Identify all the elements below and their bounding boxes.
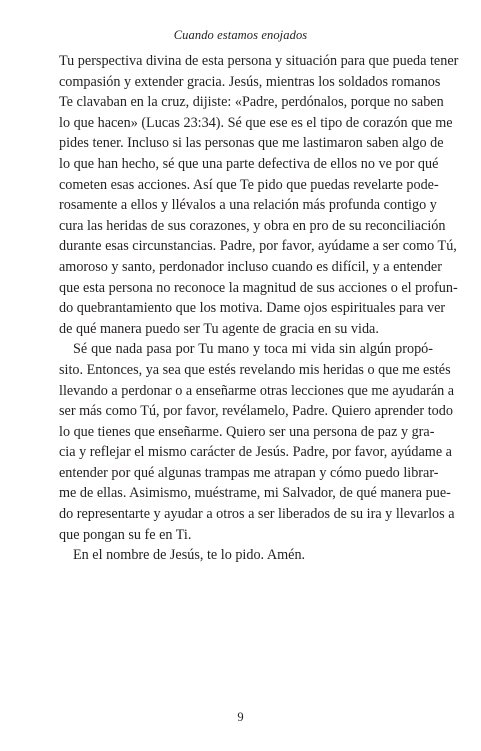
text-line: lo que tienes que enseñarme. Quiero ser una persona de paz y gra- [59, 423, 435, 440]
text-line: me de ellas. Asimismo, muéstrame, mi Salvador, de qué manera pue- [59, 485, 451, 502]
text-line: que esta persona no reconoce la magnitud de sus acciones o el profun- [59, 279, 458, 296]
text-line: rosamente a ellos y llévalos a una relación más profunda contigo y [59, 197, 437, 214]
paragraph-3 [59, 545, 433, 566]
text-line: sito. Entonces, ya sea que estés revelando mis heridas o que me estés [59, 361, 451, 378]
text-line: entender por qué algunas trampas me atrapan y cómo puedo librar- [59, 464, 439, 481]
page-number: 9 [237, 710, 244, 724]
text-line: do quebrantamiento que los motiva. Dame ojos espirituales para ver [59, 300, 446, 317]
text-line: durante esas circunstancias. Padre, por favor, ayúdame a ser como Tú, [59, 238, 457, 255]
text-line: lo que hacen» (Lucas 23:34). Sé que ese es el tipo de corazón que me [59, 114, 453, 131]
text-line: En el nombre de Jesús, te lo pido. Amén. [73, 547, 306, 564]
paragraph-1 [59, 51, 459, 339]
text-line: cura las heridas de sus corazones, y obra en pro de su reconciliación [59, 217, 446, 234]
text-line: de qué manera puedo ser Tu agente de gracia en su vida. [59, 320, 379, 337]
text-line: cometen esas acciones. Así que Te pido que puedas revelarte pode- [59, 176, 439, 193]
text-line: do representarte y ayudar a otros a ser liberados de su ira y llevarlos a [59, 506, 455, 523]
text-line: amoroso y santo, perdonador incluso cuando es difícil, y a entender [59, 258, 442, 275]
text-line: llevando a perdonar o a enseñarme otras lecciones que me ayudarán a [59, 382, 455, 399]
running-head: Cuando estamos enojados [173, 28, 308, 42]
text-line: Tu perspectiva divina de esta persona y situación para que pueda tener [59, 53, 459, 69]
text-line: que pongan su fe en Ti. [59, 526, 192, 543]
text-line: pides tener. Incluso si las personas que me lastimaron saben algo de [59, 135, 444, 152]
body-text [59, 51, 459, 566]
text-line: compasión y extender gracia. Jesús, mientras los soldados romanos [59, 73, 441, 90]
text-line: Sé que nada pasa por Tu mano y toca mi vida sin algún propó- [73, 341, 433, 358]
paragraph-2 [59, 339, 455, 545]
text-line: lo que han hecho, sé que una parte defectiva de ellos no ve por qué [59, 155, 439, 172]
text-line: cia y reflejar el mismo carácter de Jesús. Padre, por favor, ayúdame a [59, 444, 452, 461]
text-line: ser más como Tú, por favor, revélamelo, Padre. Quiero aprender todo [59, 403, 453, 420]
text-line: Te clavaban en la cruz, dijiste: «Padre, perdónalos, porque no saben [59, 94, 444, 111]
